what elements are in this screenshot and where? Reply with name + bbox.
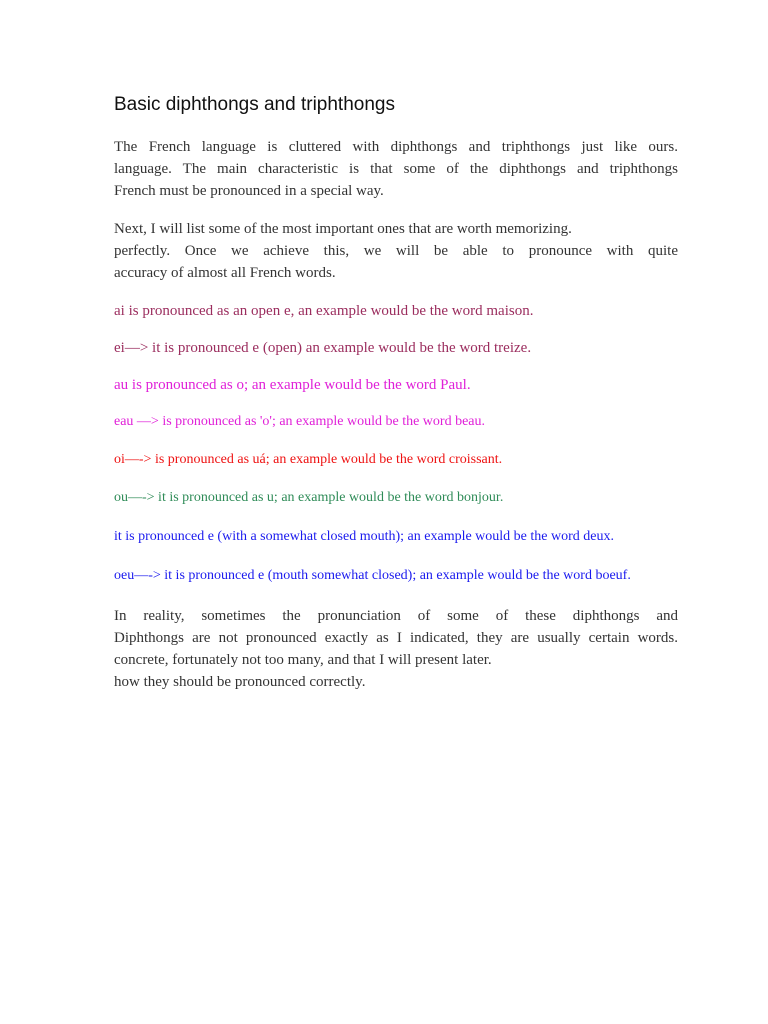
- paragraph-line: Diphthongs are not pronounced exactly as I indicated, they are usually certain words.: [114, 630, 678, 646]
- paragraph-line: French must be pronounced in a special way.: [114, 183, 384, 199]
- document-page: [114, 92, 678, 709]
- paragraph-line: The French language is cluttered with diphthongs and triphthongs just like ours.: [114, 139, 678, 155]
- paragraph-line: how they should be pronounced correctly.: [114, 674, 366, 690]
- paragraph-line: In reality, sometimes the pronunciation of some of these diphthongs and: [114, 608, 678, 624]
- rule-ai: ai is pronounced as an open e, an example would be the word maison.: [114, 303, 534, 319]
- rule-ou: ou—-> it is pronounced as u; an example would be the word bonjour.: [114, 490, 504, 505]
- rule-oi: oi—-> is pronounced as uá; an example would be the word croissant.: [114, 452, 503, 467]
- paragraph-line: language. The main characteristic is that some of the diphthongs and triphthongs: [114, 161, 678, 177]
- paragraph-line: perfectly. Once we achieve this, we will be able to pronounce with quite: [114, 243, 678, 259]
- intro-paragraph: [114, 136, 678, 202]
- rule-eau: eau —> is pronounced as 'o'; an example would be the word beau.: [114, 414, 485, 429]
- rule-au: au is pronounced as o; an example would be the word Paul.: [114, 377, 471, 393]
- rule-oeu: oeu—-> it is pronounced e (mouth somewhat closed); an example would be the word boeuf.: [114, 568, 631, 583]
- rule-eu: it is pronounced e (with a somewhat closed mouth); an example would be the word deux.: [114, 529, 614, 544]
- paragraph-line: accuracy of almost all French words.: [114, 265, 336, 281]
- rule-ei: ei—> it is pronounced e (open) an example would be the word treize.: [114, 340, 532, 356]
- paragraph-line: concrete, fortunately not too many, and that I will present later.: [114, 652, 492, 668]
- document-title: Basic diphthongs and triphthongs: [114, 94, 395, 115]
- closing-paragraph: [114, 605, 678, 693]
- paragraph-line: Next, I will list some of the most important ones that are worth memorizing.: [114, 221, 572, 237]
- list-intro-paragraph: [114, 218, 678, 284]
